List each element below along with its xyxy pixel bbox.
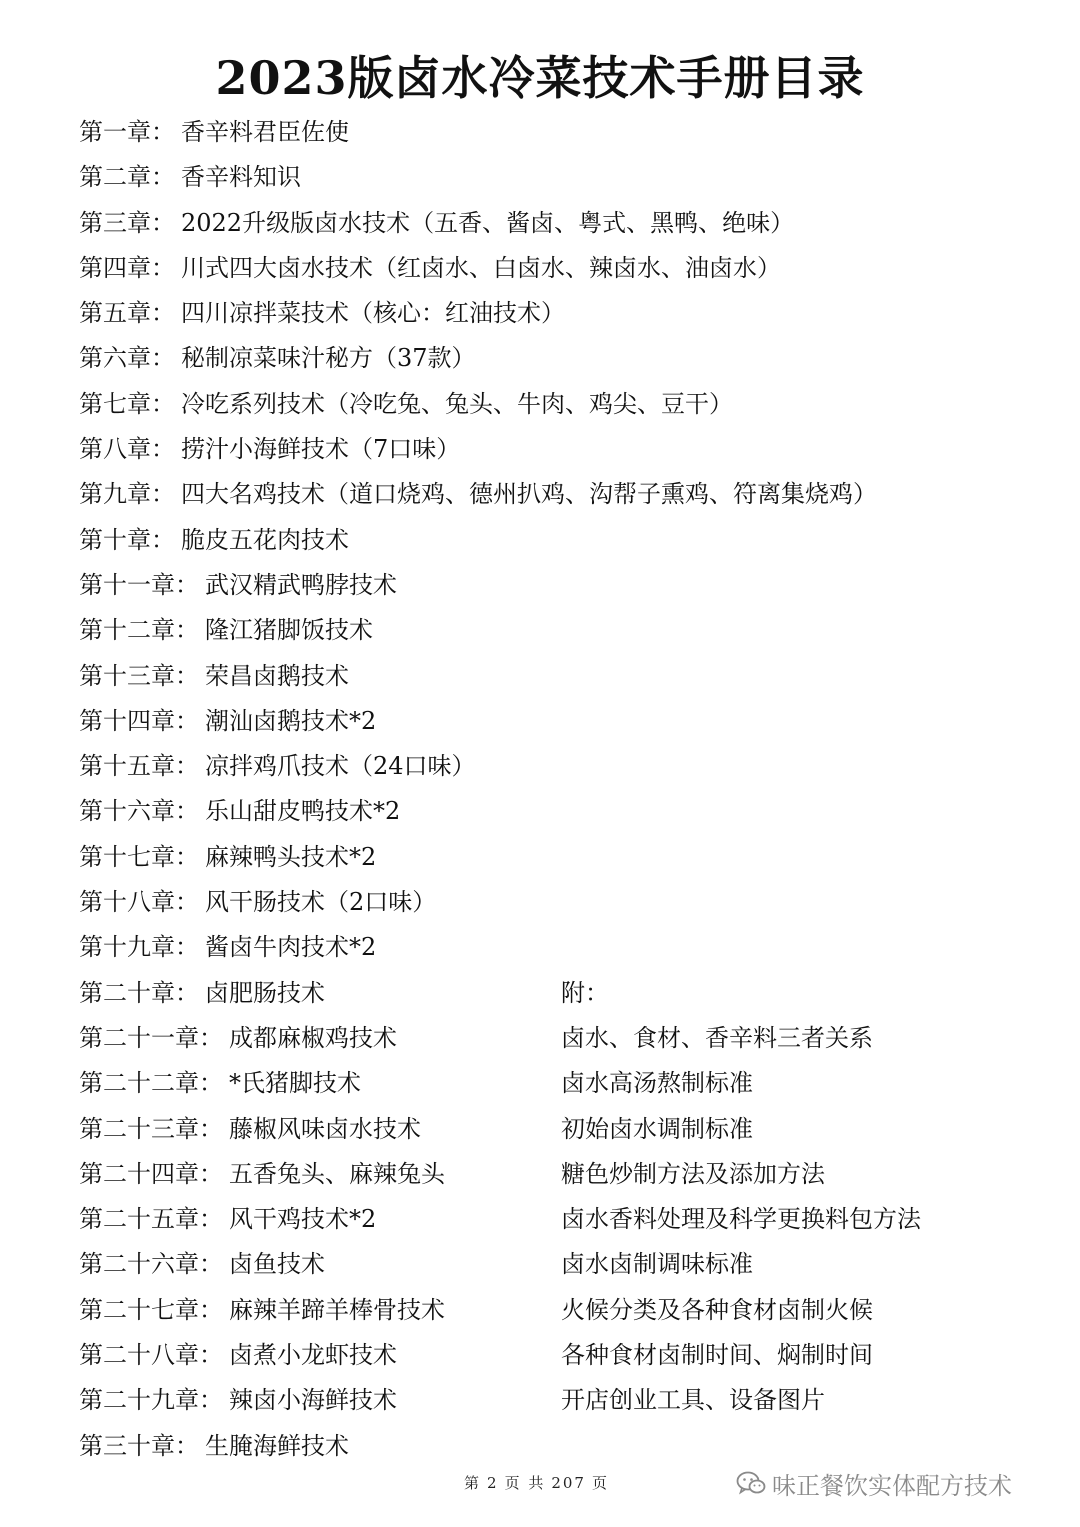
- chapter-label: 第八章：: [79, 435, 175, 464]
- chapter-label: 第二十二章：: [79, 1069, 223, 1098]
- chapter-label: 第十八章：: [79, 888, 199, 917]
- chapter-label: 第十七章：: [79, 842, 199, 871]
- toc-row: [79, 835, 1039, 880]
- chapter-title: 荣昌卤鹅技术: [205, 661, 349, 690]
- chapter-title: 脆皮五花肉技术: [181, 525, 349, 554]
- page-middle: 页 共: [504, 1474, 546, 1492]
- chapter-label: 第十九章：: [79, 933, 199, 962]
- toc-row: [79, 291, 1039, 336]
- chapter-title: 风干鸡技术*2: [229, 1205, 377, 1234]
- appendix-item: 火候分类及各种食材卤制火候: [561, 1295, 873, 1324]
- toc-row: [79, 155, 1039, 200]
- chapter-title: 秘制凉菜味汁秘方（37款）: [181, 344, 476, 373]
- chapter-title: 乐山甜皮鸭技术*2: [205, 797, 401, 826]
- toc-row: [79, 1333, 1039, 1378]
- chapter-title: 麻辣羊蹄羊棒骨技术: [229, 1295, 445, 1324]
- chapter-title: 藤椒风味卤水技术: [229, 1114, 421, 1143]
- chapter-title: 生腌海鲜技术: [205, 1431, 349, 1460]
- chapter-title: 武汉精武鸭脖技术: [205, 570, 397, 599]
- chapter-title: 卤煮小龙虾技术: [229, 1341, 397, 1370]
- chapter-label: 第一章：: [79, 118, 175, 146]
- chapter-title: 冷吃系列技术（冷吃兔、兔头、牛肉、鸡尖、豆干）: [181, 389, 733, 418]
- toc-row: [79, 1061, 1039, 1106]
- toc-row: [79, 1378, 1039, 1423]
- chapter-label: 第十五章：: [79, 752, 199, 781]
- page-footer: [0, 1468, 1080, 1498]
- toc-row: [79, 110, 1039, 155]
- toc-row: [79, 1197, 1039, 1242]
- chapter-label: 第九章：: [79, 480, 175, 509]
- toc-row: [79, 608, 1039, 653]
- toc-row: [79, 1242, 1039, 1287]
- chapter-title: 卤鱼技术: [229, 1250, 325, 1279]
- toc-row: [79, 563, 1039, 608]
- chapter-title: 卤肥肠技术: [205, 978, 325, 1007]
- chapter-label: 第二章：: [79, 163, 175, 192]
- toc-row: [79, 427, 1039, 472]
- appendix-item: 糖色炒制方法及添加方法: [561, 1159, 825, 1188]
- appendix-item: 卤水香料处理及科学更换料包方法: [561, 1205, 921, 1234]
- toc-row: [79, 1288, 1039, 1333]
- chapter-title: 隆江猪脚饭技术: [205, 616, 373, 645]
- chapter-title: *氏猪脚技术: [229, 1069, 361, 1098]
- toc-row: [79, 472, 1039, 517]
- page-total: 207: [551, 1474, 586, 1492]
- chapter-label: 第二十三章：: [79, 1114, 223, 1143]
- page-title: 2023版卤水冷菜技术手册目录: [215, 51, 865, 105]
- chapter-title: 捞汁小海鲜技术（7口味）: [181, 435, 461, 464]
- toc-row: [79, 336, 1039, 381]
- appendix-item: 卤水、食材、香辛料三者关系: [561, 1023, 873, 1052]
- chapter-title: 2022升级版卤水技术（五香、酱卤、粤式、黑鸭、绝味）: [181, 208, 795, 237]
- chapter-label: 第二十六章：: [79, 1250, 223, 1279]
- toc-row: [79, 246, 1039, 291]
- chapter-label: 第四章：: [79, 253, 175, 282]
- toc-row: [79, 699, 1039, 744]
- appendix-item: 初始卤水调制标准: [561, 1114, 753, 1143]
- chapter-title: 风干肠技术（2口味）: [205, 888, 437, 917]
- chapter-title: 酱卤牛肉技术*2: [205, 933, 377, 962]
- toc-row: [79, 971, 1039, 1016]
- appendix-item: 卤水高汤熬制标准: [561, 1069, 753, 1098]
- appendix-item: 开店创业工具、设备图片: [561, 1386, 825, 1415]
- table-of-contents: [79, 110, 1039, 1469]
- chapter-title: 麻辣鸭头技术*2: [205, 842, 377, 871]
- chapter-label: 第十三章：: [79, 661, 199, 690]
- toc-row: [79, 1152, 1039, 1197]
- chapter-label: 第六章：: [79, 344, 175, 373]
- chapter-title: 潮汕卤鹅技术*2: [205, 706, 377, 735]
- chapter-title: 香辛料知识: [181, 163, 301, 192]
- chapter-label: 第十一章：: [79, 570, 199, 599]
- chapter-label: 第三十章：: [79, 1431, 199, 1460]
- chapter-label: 第七章：: [79, 389, 175, 418]
- chapter-label: 第二十四章：: [79, 1159, 223, 1188]
- appendix-item: 各种食材卤制时间、焖制时间: [561, 1341, 873, 1370]
- toc-row: [79, 925, 1039, 970]
- page-prefix: 第: [464, 1474, 482, 1492]
- chapter-label: 第十四章：: [79, 706, 199, 735]
- toc-row: [79, 1016, 1039, 1061]
- page-number: [464, 1472, 615, 1494]
- chapter-title: 凉拌鸡爪技术（24口味）: [205, 752, 476, 781]
- chapter-label: 第十章：: [79, 525, 175, 554]
- chapter-title: 四大名鸡技术（道口烧鸡、德州扒鸡、沟帮子熏鸡、符离集烧鸡）: [181, 480, 877, 509]
- chapter-label: 第三章：: [79, 208, 175, 237]
- toc-row: [79, 789, 1039, 834]
- watermark: [736, 1468, 1012, 1498]
- wechat-icon: [736, 1470, 766, 1496]
- toc-row: [79, 1424, 1039, 1469]
- toc-row: [79, 518, 1039, 563]
- page-suffix: 页: [591, 1474, 609, 1492]
- chapter-label: 第五章：: [79, 299, 175, 328]
- chapter-label: 第十二章：: [79, 616, 199, 645]
- chapter-title: 五香兔头、麻辣兔头: [229, 1159, 445, 1188]
- chapter-title: 川式四大卤水技术（红卤水、白卤水、辣卤水、油卤水）: [181, 253, 781, 282]
- appendix-item: 卤水卤制调味标准: [561, 1250, 753, 1279]
- toc-row: [79, 1107, 1039, 1152]
- chapter-label: 第二十章：: [79, 978, 199, 1007]
- chapter-label: 第二十七章：: [79, 1295, 223, 1324]
- chapter-title: 辣卤小海鲜技术: [229, 1386, 397, 1415]
- chapter-label: 第二十五章：: [79, 1205, 223, 1234]
- chapter-title: 四川凉拌菜技术（核心：红油技术）: [181, 299, 565, 328]
- chapter-label: 第二十一章：: [79, 1023, 223, 1052]
- page-current: 2: [487, 1474, 499, 1492]
- toc-row: [79, 382, 1039, 427]
- chapter-label: 第十六章：: [79, 797, 199, 826]
- toc-row: [79, 880, 1039, 925]
- toc-row: [79, 201, 1039, 246]
- toc-row: [79, 654, 1039, 699]
- appendix-heading: 附：: [561, 978, 609, 1007]
- chapter-label: 第二十九章：: [79, 1386, 223, 1415]
- chapter-title: 香辛料君臣佐使: [181, 118, 349, 146]
- chapter-title: 成都麻椒鸡技术: [229, 1023, 397, 1052]
- chapter-label: 第二十八章：: [79, 1341, 223, 1370]
- toc-row: [79, 744, 1039, 789]
- watermark-text: 味正餐饮实体配方技术: [772, 1471, 1012, 1500]
